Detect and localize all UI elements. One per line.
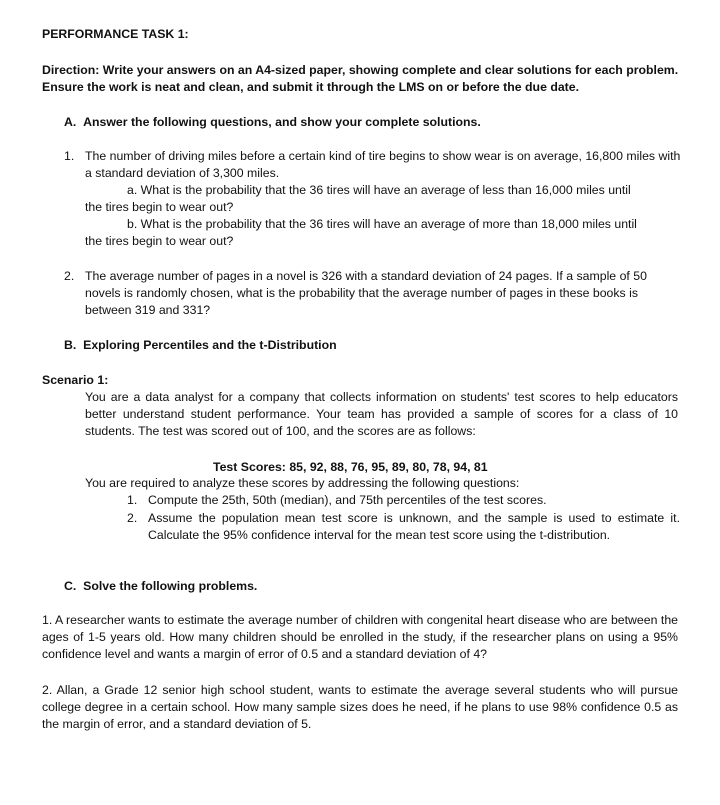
- scenario-text: You are a data analyst for a company that collects information on students' test scores to help educators better understand student performance. Your team has provided a sample of scores for a class of 10 students. The test was scored out of 100, and the scores are as follows:: [85, 390, 678, 438]
- question-2-number: 2.: [64, 269, 75, 283]
- required-item: [127, 510, 680, 544]
- question-1a-line1: a. What is the probability that the 36 tires will have an average of less than 16,000 miles until: [127, 183, 631, 197]
- direction-text: Direction: Write your answers on an A4-sized paper, showing complete and clear solutions for each problem. Ensure the work is neat and clean, and submit it through the LMS on or before the due date.: [42, 63, 679, 94]
- question-1b-line1: b. What is the probability that the 36 tires will have an average of more than 18,000 miles until: [127, 217, 637, 231]
- task-title: PERFORMANCE TASK 1:: [42, 27, 189, 41]
- question-1a-line2: the tires begin to wear out?: [85, 200, 234, 214]
- question-1-text: The number of driving miles before a certain kind of tire begins to show wear is on average, 16,800 miles with a standard deviation of 3,300 miles.: [85, 149, 681, 180]
- test-scores: Test Scores: 85, 92, 88, 76, 95, 89, 80, 78, 94, 81: [213, 460, 488, 474]
- question-1b-line2: the tires begin to wear out?: [85, 234, 234, 248]
- question-2: [64, 268, 684, 319]
- required-item: [127, 492, 680, 509]
- scenario-label: Scenario 1:: [42, 373, 109, 387]
- question-2-text: The average number of pages in a novel is 326 with a standard deviation of 24 pages. If a sample of 50 novels is randomly chosen, what is the probability that the average number of pages in these books is between 319 and 331?: [85, 269, 647, 317]
- required-item-number: 2.: [127, 511, 138, 525]
- problem-1: 1. A researcher wants to estimate the average number of children with congenital heart disease who are between the ages of 1-5 years old. How many children should be enrolled in the study, if the researcher plans on using a 95% confidence level and wants a margin of error of 0.5 and a standard deviation of 4?: [42, 613, 678, 661]
- problem-2: 2. Allan, a Grade 12 senior high school student, wants to estimate the average several students who will pursue college degree in a certain school. How many sample sizes does he need, if he plans to use 98% confidence 0.5 as the margin of error, and a standard deviation of 5.: [42, 683, 678, 731]
- required-item-number: 1.: [127, 493, 138, 507]
- question-1: [64, 148, 684, 250]
- question-1-number: 1.: [64, 149, 75, 163]
- section-a-heading: A. Answer the following questions, and show your complete solutions.: [64, 115, 481, 129]
- section-b-heading: B. Exploring Percentiles and the t-Distribution: [64, 338, 337, 352]
- required-item-text: Compute the 25th, 50th (median), and 75th percentiles of the test scores.: [148, 493, 547, 507]
- required-item-text: Assume the population mean test score is unknown, and the sample is used to estimate it. Calculate the 95% confidence interval for the mean test score using the t-distribution.: [148, 511, 680, 542]
- required-intro: You are required to analyze these scores by addressing the following questions:: [85, 476, 520, 490]
- section-c-heading: C. Solve the following problems.: [64, 579, 258, 593]
